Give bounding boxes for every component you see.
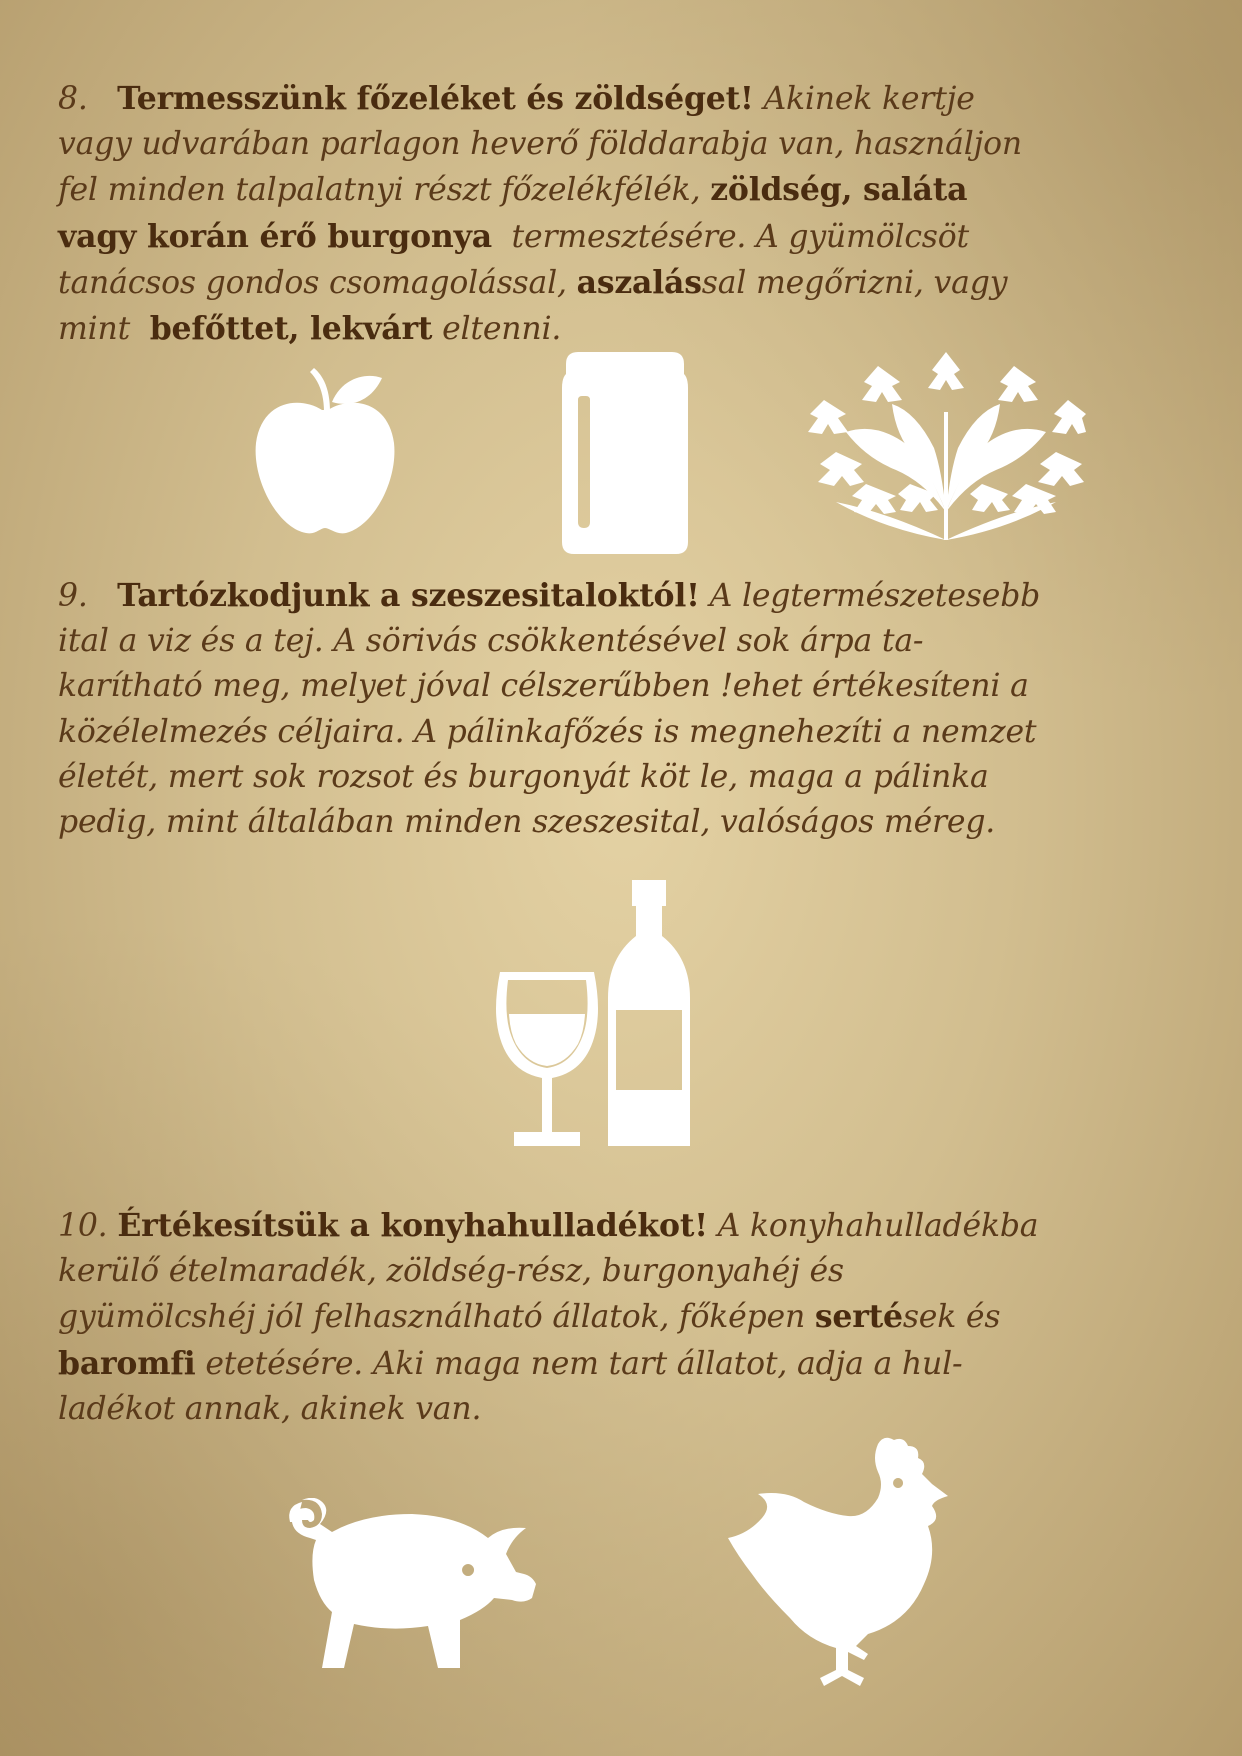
section-9-line-6 <box>58 800 1198 845</box>
text-run: gyümölcshéj jól felhasználható állatok, főképen <box>58 1299 815 1336</box>
text-run: termesztésére. A gyümölcsöt <box>491 218 969 255</box>
text-run: karítható meg, melyet jóval célszerűbben !ehet értékesíteni a <box>58 668 1029 705</box>
text-run: etetésére. Aki maga nem tart állatot, adja a hul- <box>195 1345 963 1382</box>
text-run: közélelmezés céljaira. A pálinkafőzés is megnehezíti a nemzet <box>58 713 1037 750</box>
chicken-icon <box>728 1434 958 1692</box>
text-run: A legtermészetesebb <box>709 578 1041 614</box>
section-8-line-6 <box>58 306 1198 352</box>
section-9-line-3 <box>58 664 1198 709</box>
text-run: kerülő ételmaradék, zöldség-rész, burgonyahéj és <box>58 1253 844 1290</box>
section-9-line-1 <box>58 573 1198 619</box>
section-10-line-4 <box>58 1341 1198 1387</box>
section-8 <box>58 76 1198 352</box>
bold-text-run: befőttet, lekvárt <box>149 310 433 348</box>
text-run: vagy udvarában parlagon heverő földdarabja van, használjon <box>58 126 1022 163</box>
bottle-icon <box>606 880 692 1146</box>
jar-icon <box>562 352 688 554</box>
section-heading: Termesszünk főzeléket és zöldséget! <box>117 80 754 117</box>
text-run: életét, mert sok rozsot és burgonyát köt le, maga a pálinka <box>58 758 989 795</box>
text-run: fel minden talpalatnyi részt főzelékfélék, <box>58 172 711 209</box>
text-run: mint <box>58 311 150 348</box>
text-run: eltenni. <box>432 311 562 348</box>
section-8-line-1 <box>58 76 1198 122</box>
wine-glass-icon <box>494 972 600 1146</box>
section-9-line-2 <box>58 619 1198 664</box>
text-run: sek és <box>902 1299 1001 1336</box>
plants-icon <box>806 352 1086 540</box>
text-run: Akinek kertje <box>763 81 975 117</box>
section-8-line-4 <box>58 214 1198 260</box>
text-run: sal megőrizni, vagy <box>701 264 1008 301</box>
text-run: ladékot annak, akinek van. <box>58 1390 482 1427</box>
text-run: ital a viz és a tej. A sörivás csökkentésével sok árpa ta- <box>58 623 924 660</box>
section-9-line-4 <box>58 710 1198 755</box>
bold-text-run: zöldség, saláta <box>710 171 968 209</box>
section-10-line-5 <box>58 1387 1198 1432</box>
section-heading: Tartózkodjunk a szeszesitaloktól! <box>117 577 700 614</box>
apple-icon <box>250 368 400 538</box>
section-heading: Értékesítsük a konyhahulladékot! <box>117 1207 708 1244</box>
bold-text-run: serté <box>814 1298 903 1336</box>
section-10-line-3 <box>58 1294 1198 1340</box>
text-run: tanácsos gondos csomagolással, <box>58 264 577 301</box>
section-number: 8. <box>58 81 88 117</box>
text-run: pedig, mint általában minden szeszesital, valóságos méreg. <box>58 804 996 841</box>
bold-text-run: baromfi <box>58 1344 196 1382</box>
bold-text-run: vagy korán érő burgonya <box>58 217 492 255</box>
section-10-line-1 <box>58 1203 1198 1249</box>
section-9 <box>58 573 1198 845</box>
section-number: 9. <box>58 578 88 614</box>
bold-text-run: aszalás <box>576 263 702 301</box>
pig-icon <box>280 1498 540 1674</box>
section-number: 10. <box>58 1208 108 1244</box>
section-10-line-2 <box>58 1249 1198 1294</box>
section-9-line-5 <box>58 755 1198 800</box>
text-run: A konyhahulladékba <box>717 1208 1039 1244</box>
section-8-line-3 <box>58 167 1198 213</box>
section-10 <box>58 1203 1198 1432</box>
section-8-line-2 <box>58 122 1198 167</box>
section-8-line-5 <box>58 260 1198 306</box>
